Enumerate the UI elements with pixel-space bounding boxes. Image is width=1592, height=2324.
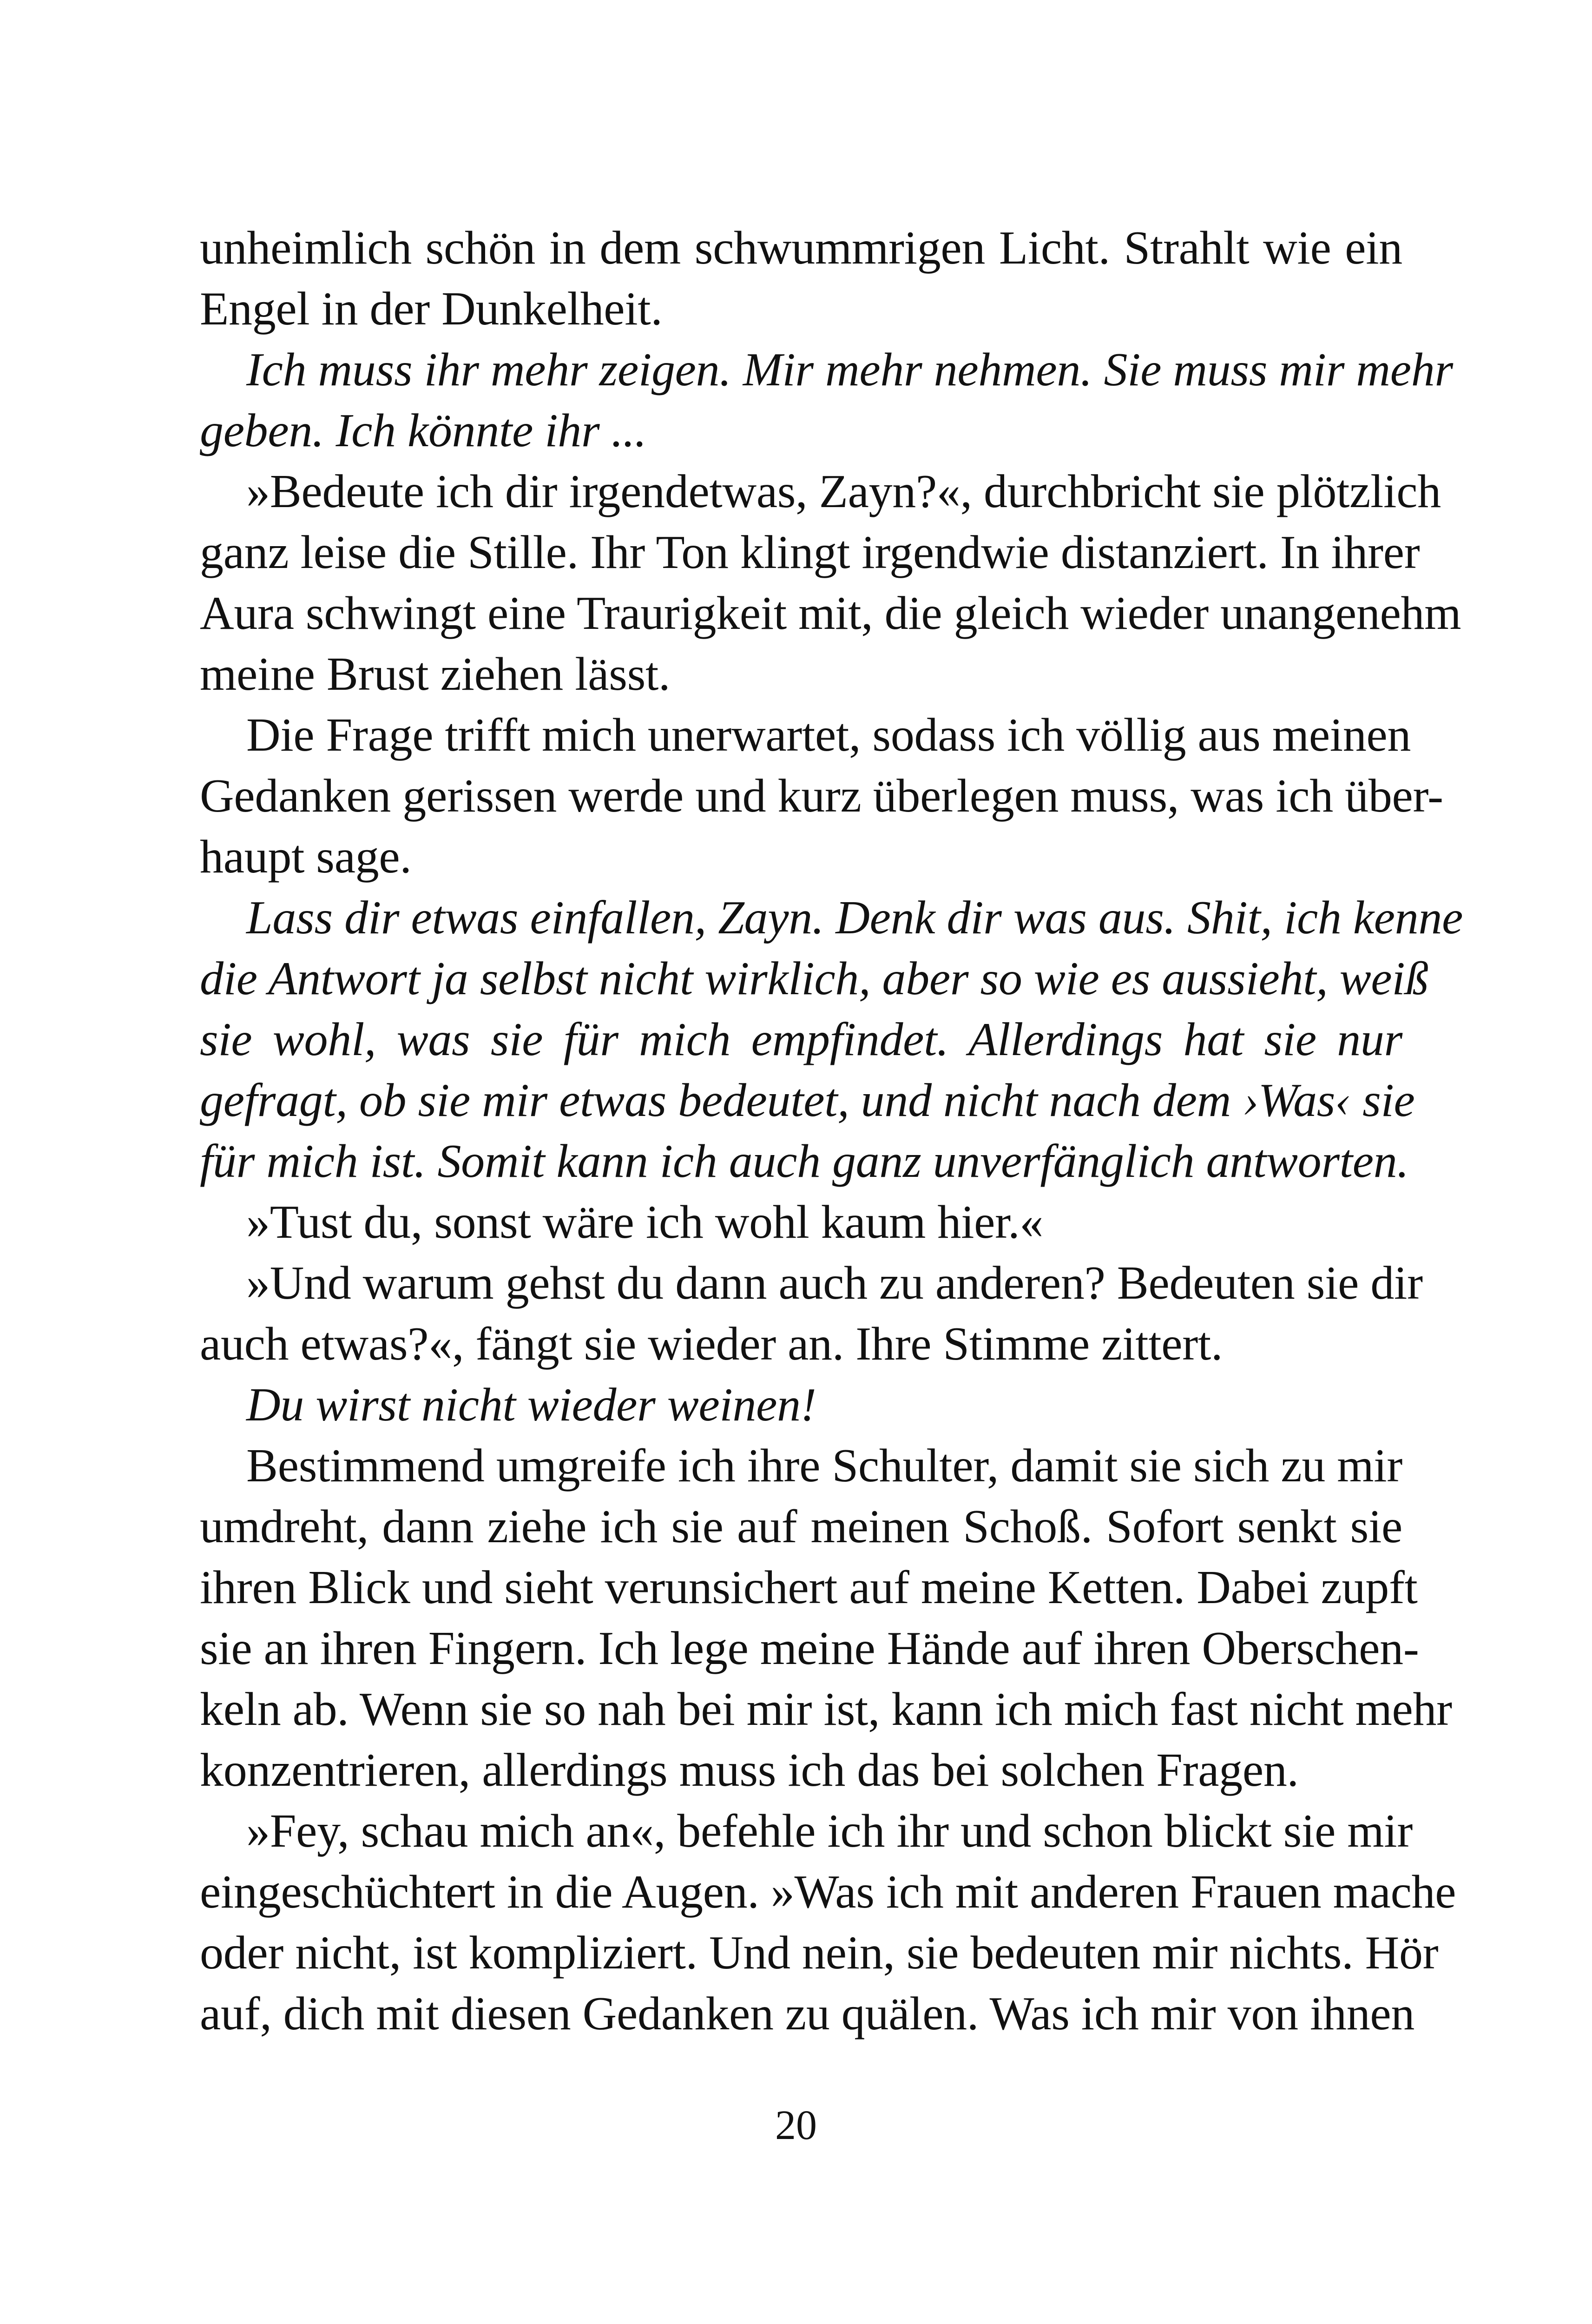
text-line: meine Brust ziehen lässt. bbox=[200, 648, 671, 700]
text-line: sie an ihren Fingern. Ich lege meine Hände auf ihren Oberschen- bbox=[200, 1622, 1419, 1675]
text-line: Die Frage trifft mich unerwartet, sodass ich völlig aus meinen bbox=[246, 709, 1411, 761]
text-line: »Bedeute ich dir irgendetwas, Zayn?«, durchbricht sie plötzlich bbox=[246, 465, 1441, 518]
page-number: 20 bbox=[775, 2102, 817, 2148]
text-line: ihren Blick und sieht verunsichert auf meine Ketten. Dabei zupft bbox=[200, 1561, 1418, 1614]
text-line: »Und warum gehst du dann auch zu anderen? Bedeuten sie dir bbox=[246, 1257, 1423, 1309]
text-line: umdreht, dann ziehe ich sie auf meinen Schoß. Sofort senkt sie bbox=[200, 1500, 1402, 1553]
text-line: Lass dir etwas einfallen, Zayn. Denk dir was aus. Shit, ich kenne bbox=[246, 891, 1463, 944]
text-line: ganz leise die Stille. Ihr Ton klingt irgendwie distanziert. In ihrer bbox=[200, 526, 1420, 579]
text-line: Du wirst nicht wieder weinen! bbox=[246, 1379, 816, 1431]
text-line: »Tust du, sonst wäre ich wohl kaum hier.« bbox=[246, 1196, 1044, 1248]
text-line: eingeschüchtert in die Augen. »Was ich mit anderen Frauen mache bbox=[200, 1866, 1456, 1918]
text-line: für mich ist. Somit kann ich auch ganz unverfänglich antworten. bbox=[200, 1135, 1409, 1188]
text-line: gefragt, ob sie mir etwas bedeutet, und nicht nach dem ›Was‹ sie bbox=[200, 1074, 1415, 1127]
text-line: auf, dich mit diesen Gedanken zu quälen. Was ich mir von ihnen bbox=[200, 1987, 1415, 2040]
text-line: Engel in der Dunkelheit. bbox=[200, 283, 663, 335]
text-line: Aura schwingt eine Traurigkeit mit, die gleich wieder unangenehm bbox=[200, 587, 1461, 640]
text-line: auch etwas?«, fängt sie wieder an. Ihre Stimme zittert. bbox=[200, 1318, 1223, 1370]
text-line: keln ab. Wenn sie so nah bei mir ist, kann ich mich fast nicht mehr bbox=[200, 1683, 1452, 1736]
text-line: Ich muss ihr mehr zeigen. Mir mehr nehmen. Sie muss mir mehr bbox=[246, 343, 1453, 396]
text-line: unheimlich schön in dem schwummrigen Licht. Strahlt wie ein bbox=[200, 222, 1402, 274]
text-line: Gedanken gerissen werde und kurz überlegen muss, was ich über- bbox=[200, 770, 1443, 822]
text-line: konzentrieren, allerdings muss ich das bei solchen Fragen. bbox=[200, 1744, 1299, 1796]
body-text bbox=[200, 218, 1463, 2044]
text-line: geben. Ich könnte ihr ... bbox=[200, 404, 647, 457]
text-line: die Antwort ja selbst nicht wirklich, aber so wie es aussieht, weiß bbox=[200, 952, 1429, 1005]
text-line: sie wohl, was sie für mich empfindet. Allerdings hat sie nur bbox=[200, 1013, 1402, 1066]
text-line: »Fey, schau mich an«, befehle ich ihr und schon blickt sie mir bbox=[246, 1805, 1413, 1857]
text-line: oder nicht, ist kompliziert. Und nein, sie bedeuten mir nichts. Hör bbox=[200, 1927, 1439, 1979]
text-line: haupt sage. bbox=[200, 831, 412, 883]
text-line: Bestimmend umgreife ich ihre Schulter, damit sie sich zu mir bbox=[246, 1439, 1402, 1492]
